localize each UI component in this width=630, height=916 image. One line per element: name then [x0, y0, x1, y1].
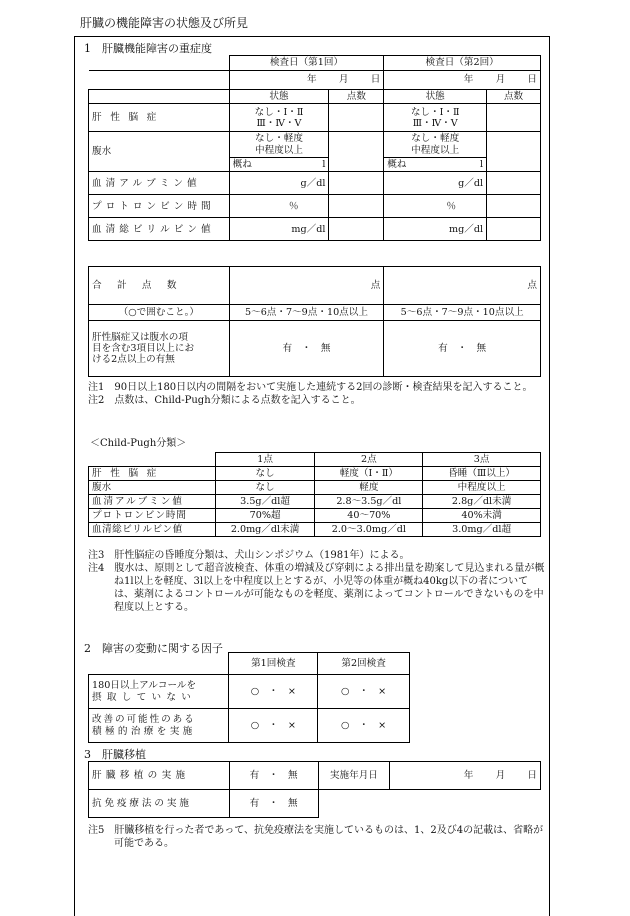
cp-header-1: 1点: [215, 453, 315, 467]
cp-cell: 軽度（Ⅰ・Ⅱ）: [315, 467, 423, 481]
circle-hint: （○で囲むこと。）: [89, 305, 230, 321]
year-label: 年: [307, 74, 317, 86]
year-label: 年: [463, 769, 474, 781]
cp-cell: 40〜70%: [315, 509, 423, 523]
notes-3: [88, 824, 548, 850]
albumin-points-2[interactable]: [487, 172, 541, 195]
cp-cell: 2.0mg／dl未満: [215, 523, 315, 537]
albumin-points-1[interactable]: [329, 172, 384, 195]
bilirubin-points-2[interactable]: [487, 218, 541, 241]
cp-header-2: 2点: [315, 453, 423, 467]
note-2: 注2 点数は、Child-Pugh分類による点数を記入すること。: [88, 395, 361, 406]
total-table: [88, 266, 541, 377]
cp-cell: なし: [215, 481, 315, 495]
month-label: 月: [495, 769, 506, 781]
cp-cell: 2.0〜3.0mg／dl: [315, 523, 423, 537]
factors-table: [88, 652, 410, 743]
two-point-question: 肝性脳症又は腹水の項 目を含む3項目以上にお ける2点以上の有無: [89, 321, 230, 377]
immuno-label: 抗免疫療法の実施: [89, 790, 230, 818]
cp-cell: 2.8〜3.5g／dl: [315, 495, 423, 509]
albumin-value-2[interactable]: g／dl: [384, 172, 487, 195]
range-choice-2[interactable]: 5〜6点・7〜9点・10点以上: [384, 305, 541, 321]
transplant-label: 肝臓移植の実施: [89, 762, 230, 790]
cp-cell: 中程度以上: [423, 481, 541, 495]
note-1: 注1 90日以上180日以内の間隔をおいて実施した連続する2回の診断・検査結果を記入すること。: [88, 382, 533, 393]
row-label-encephalopathy: 肝性脳症: [89, 104, 230, 132]
treatment-choice-2[interactable]: ○ ・ ×: [318, 709, 410, 743]
transplant-date-label: 実施年月日: [318, 762, 390, 790]
factor-col-2: 第2回検査: [318, 653, 410, 675]
cp-cell: 軽度: [315, 481, 423, 495]
albumin-value-1[interactable]: g／dl: [229, 172, 329, 195]
cp-cell: 70%超: [215, 509, 315, 523]
cp-row-label: プロトロンビン時間: [89, 509, 216, 523]
row-label-ascites: 腹水: [89, 132, 230, 172]
cp-cell: なし: [215, 467, 315, 481]
transplant-choice[interactable]: 有 ・ 無: [229, 762, 318, 790]
cp-cell: 3.5g／dl超: [215, 495, 315, 509]
total-points-2[interactable]: 点: [384, 267, 541, 305]
prothrombin-value-1[interactable]: ％: [229, 195, 329, 218]
ascites-choice-2[interactable]: なし・軽度 中程度以上 概ね l: [384, 132, 487, 172]
cp-cell: 40%未満: [423, 509, 541, 523]
cp-header-3: 3点: [423, 453, 541, 467]
transplant-date-field[interactable]: [390, 762, 541, 790]
ascites-points-1[interactable]: [329, 132, 384, 172]
total-label: 合計点数: [89, 267, 230, 305]
state-header: 状態: [229, 90, 329, 104]
notes-2: [88, 549, 548, 614]
day-label: 日: [527, 769, 537, 781]
row-label-albumin: 血清アルブミン値: [89, 172, 230, 195]
note-3: 注3 肝性脳症の昏睡度分類は、犬山シンポジウム（1981年）による。: [88, 550, 410, 561]
yes-no-choice-1[interactable]: 有 ・ 無: [229, 321, 384, 377]
state-header: 状態: [384, 90, 487, 104]
transplant-table: [88, 761, 541, 818]
notes-1: [88, 381, 548, 407]
cp-cell: 昏睡（Ⅲ以上）: [423, 467, 541, 481]
treatment-choice-1[interactable]: ○ ・ ×: [229, 709, 318, 743]
day-label: 日: [370, 74, 381, 86]
exam2-header: 検査日（第2回）: [384, 56, 541, 71]
alcohol-choice-1[interactable]: ○ ・ ×: [229, 675, 318, 709]
severity-table: [88, 55, 541, 241]
total-points-1[interactable]: 点: [229, 267, 384, 305]
month-label: 月: [495, 74, 506, 86]
ascites-points-2[interactable]: [487, 132, 541, 172]
bilirubin-value-2[interactable]: mg／dl: [384, 218, 487, 241]
note-5: 注5 肝臓移植を行った者であって、抗免疫療法を実施しているものは、1、2及び4の記載は、省略が可能である。: [88, 825, 544, 849]
row-label-prothrombin: プロトロンビン時間: [89, 195, 230, 218]
month-label: 月: [338, 74, 349, 86]
encephalopathy-choice-1[interactable]: なし・Ⅰ・Ⅱ Ⅲ・Ⅳ・Ⅴ: [229, 104, 329, 132]
cp-row-label: 肝性脳症: [89, 467, 216, 481]
row-label-bilirubin: 血清総ビリルビン値: [89, 218, 230, 241]
year-label: 年: [463, 74, 474, 86]
encephalopathy-points-1[interactable]: [329, 104, 384, 132]
section-1-title: 1 肝臓機能障害の重症度: [84, 42, 212, 55]
bilirubin-value-1[interactable]: mg／dl: [229, 218, 329, 241]
encephalopathy-choice-2[interactable]: なし・Ⅰ・Ⅱ Ⅲ・Ⅳ・Ⅴ: [384, 104, 487, 132]
day-label: 日: [527, 74, 537, 86]
cp-row-label: 血清総ビリルビン値: [89, 523, 216, 537]
child-pugh-table: [88, 452, 541, 537]
range-choice-1[interactable]: 5〜6点・7〜9点・10点以上: [229, 305, 384, 321]
factor-col-1: 第1回検査: [229, 653, 318, 675]
points-header: 点数: [329, 90, 384, 104]
prothrombin-points-2[interactable]: [487, 195, 541, 218]
factor-treatment: 改善の可能性のある 積極的治療を実施: [89, 709, 229, 743]
yes-no-choice-2[interactable]: 有 ・ 無: [384, 321, 541, 377]
cp-row-label: 腹水: [89, 481, 216, 495]
cp-row-label: 血清アルブミン値: [89, 495, 216, 509]
points-header: 点数: [487, 90, 541, 104]
factor-alcohol: 180日以上アルコールを 摂取していない: [89, 675, 229, 709]
cp-cell: 3.0mg／dl超: [423, 523, 541, 537]
section-2-title: 2 障害の変動に関する因子: [84, 642, 223, 655]
prothrombin-points-1[interactable]: [329, 195, 384, 218]
immuno-choice[interactable]: 有 ・ 無: [229, 790, 318, 818]
prothrombin-value-2[interactable]: ％: [384, 195, 487, 218]
exam1-header: 検査日（第1回）: [229, 56, 384, 71]
alcohol-choice-2[interactable]: ○ ・ ×: [318, 675, 410, 709]
child-pugh-title: ＜Child-Pugh分類＞: [90, 438, 187, 449]
exam2-date-field[interactable]: [384, 71, 541, 90]
exam1-date-field[interactable]: [229, 71, 384, 90]
cp-cell: 2.8g／dl未満: [423, 495, 541, 509]
section-3-title: 3 肝臓移植: [84, 748, 146, 761]
encephalopathy-points-2[interactable]: [487, 104, 541, 132]
document-title: 肝臓の機能障害の状態及び所見: [80, 16, 249, 30]
bilirubin-points-1[interactable]: [329, 218, 384, 241]
ascites-choice-1[interactable]: なし・軽度 中程度以上 概ね l: [229, 132, 329, 172]
note-4: 注4 腹水は、原則として超音波検査、体重の増減及び穿刺による排出量を勘案して見込まれる量が概ね1l以上を軽度、3l以上を中程度以上とするが、小児等の体重が概ね40kg以下の者については、薬剤によるコントロールが可能なものを軽度、薬剤によってコントロールできないものを中程度以上とする。: [88, 563, 545, 613]
